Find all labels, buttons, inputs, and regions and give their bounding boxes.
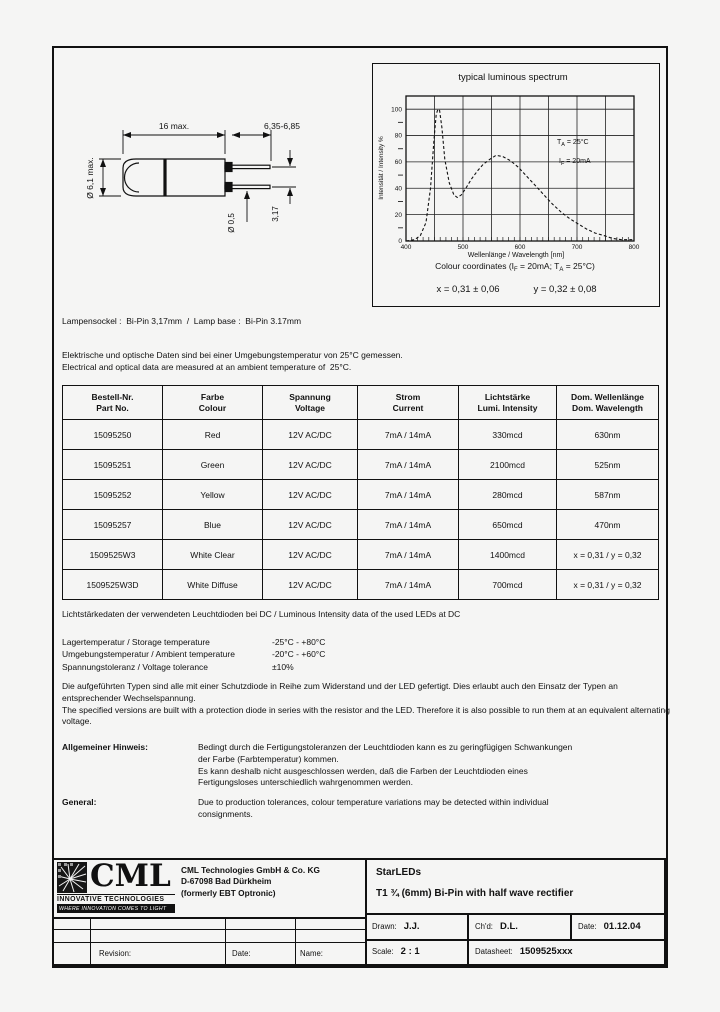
table-cell: Red <box>163 420 263 450</box>
dim-pins-label: 6,35-6,85 <box>264 121 300 131</box>
table-cell: 7mA / 14mA <box>358 540 459 570</box>
scale-label: Scale: <box>372 947 394 956</box>
table-cell: Blue <box>163 510 263 540</box>
x-axis-title: Wellenlänge / Wavelength [nm] <box>467 252 565 259</box>
plot-area <box>391 96 640 251</box>
table-cell: 7mA / 14mA <box>358 420 459 450</box>
header-current: Strom Current <box>358 386 459 420</box>
tick-label: 800 <box>628 244 640 251</box>
condition-value: -25°C - +80°C <box>272 637 326 647</box>
general-text: Due to production tolerances, colour temperature variations may be detected within individual consignments. <box>198 797 549 819</box>
table-row <box>63 540 659 570</box>
chart-title: typical luminous spectrum <box>458 72 568 83</box>
date-label: Date: <box>578 921 597 931</box>
datasheet-field <box>475 939 573 964</box>
table-cell: 15095251 <box>63 450 163 480</box>
measured-note-en: Electrical and optical data are measured at an ambient temperature of 25°C. <box>62 362 352 372</box>
condition-label: Umgebungstemperatur / Ambient temperature <box>62 649 235 660</box>
table-cell: x = 0,31 / y = 0,32 <box>557 570 659 600</box>
conditions-list <box>62 636 325 673</box>
date-value: 01.12.04 <box>603 920 641 932</box>
header-voltage: Spannung Voltage <box>263 386 358 420</box>
tick-label: 500 <box>457 244 469 251</box>
table-cell: Yellow <box>163 480 263 510</box>
drawn-field <box>372 913 420 939</box>
measured-note-de: Elektrische und optische Daten sind bei einer Umgebungstemperatur von 25°C gemessen. <box>62 350 403 360</box>
tick-label: 700 <box>571 244 583 251</box>
dim-length-label: 16 max. <box>158 121 190 131</box>
tick-label: 20 <box>394 211 402 219</box>
datasheet-value: 1509525xxx <box>519 946 573 957</box>
table-cell: 1509525W3 <box>63 540 163 570</box>
table-cell: 12V AC/DC <box>263 540 358 570</box>
table-cell: 2100mcd <box>459 450 557 480</box>
annotation-if: $I_F = 20mA$ <box>559 158 591 167</box>
table-cell: 15095250 <box>63 420 163 450</box>
table-cell: 330mcd <box>459 420 557 450</box>
company-city: D-67098 Bad Dürkheim <box>181 876 272 887</box>
table-header-row <box>63 386 659 420</box>
table-cell: 7mA / 14mA <box>358 450 459 480</box>
hint-text <box>198 742 586 789</box>
lamp-drawing <box>50 92 350 262</box>
protection-note <box>62 681 670 728</box>
logo-cml-text: CML <box>90 858 171 894</box>
table-cell: 15095252 <box>63 480 163 510</box>
table-cell: 587nm <box>557 480 659 510</box>
revision-label: Revision: <box>99 949 132 958</box>
dim-pin-diameter-label: Ø 0,5 <box>227 213 236 233</box>
product-series: StarLEDs <box>376 867 422 878</box>
table-row <box>63 480 659 510</box>
header-wavelength: Dom. Wellenlänge Dom. Wavelength <box>557 386 659 420</box>
spectrum-chart-box <box>372 63 660 307</box>
y-axis-title: Intensität / Intensity % <box>378 136 385 200</box>
tick-label: 60 <box>394 159 402 167</box>
table-cell: 630nm <box>557 420 659 450</box>
table-cell: 7mA / 14mA <box>358 480 459 510</box>
general-label: General: <box>62 797 97 807</box>
company-former: (formerly EBT Optronic) <box>181 887 276 898</box>
table-cell: 650mcd <box>459 510 557 540</box>
table-cell: 470nm <box>557 510 659 540</box>
tick-label: 40 <box>394 185 402 193</box>
table-cell: 12V AC/DC <box>263 510 358 540</box>
table-row <box>63 570 659 600</box>
checked-value: D.L. <box>499 920 518 932</box>
condition-label: Lagertemperatur / Storage temperature <box>62 637 210 647</box>
date-field <box>578 913 641 939</box>
table-cell: 12V AC/DC <box>263 420 358 450</box>
drawn-value: J.J. <box>403 920 420 932</box>
hint-text-1: Bedingt durch die Fertigungstoleranzen der Leuchtdioden kann es zu geringfügigen Schwankungen der Farbe (Farbtemperatur) kommen. <box>198 742 573 764</box>
table-cell: 15095257 <box>63 510 163 540</box>
table-cell: 12V AC/DC <box>263 450 358 480</box>
coord-y-value: y = 0,32 ± 0,08 <box>533 284 597 295</box>
header-intensity: Lichtstärke Lumi. Intensity <box>459 386 557 420</box>
checked-label: Ch'd: <box>475 921 493 931</box>
hint-text-2: Es kann deshalb nicht ausgeschlossen werden, daß die Farben der Leuchtdioden eines Fertigungsloses unterschiedlich wahrgenommen werden. <box>198 765 528 788</box>
condition-row <box>62 636 325 648</box>
table-row <box>63 420 659 450</box>
table-cell: 12V AC/DC <box>263 480 358 510</box>
led-dome <box>125 163 140 192</box>
hint-label: Allgemeiner Hinweis: <box>62 742 148 752</box>
table-cell: 700mcd <box>459 570 557 600</box>
checked-field <box>475 913 518 939</box>
parts-table <box>62 385 659 600</box>
tick-label: 80 <box>394 132 402 140</box>
product-title: T1 ¾ (6mm) Bi-Pin with half wave rectifier <box>376 888 574 899</box>
table-cell: 1509525W3D <box>63 570 163 600</box>
dim-pin-spacing-label: 3,17 <box>271 206 280 222</box>
table-cell: 7mA / 14mA <box>358 570 459 600</box>
header-colour: Farbe Colour <box>163 386 263 420</box>
condition-value: -20°C - +60°C <box>272 649 326 660</box>
company-info <box>181 865 320 899</box>
lumi-dc-note: Lichtstärkedaten der verwendeten Leuchtdioden bei DC / Luminous Intensity data of the used LEDs at DC <box>62 609 461 619</box>
table-row <box>63 450 659 480</box>
drawn-label: Drawn: <box>372 921 397 931</box>
table-row <box>63 510 659 540</box>
logo-strip: WHERE INNOVATION COMES TO LIGHT <box>57 904 175 913</box>
table-cell: 7mA / 14mA <box>358 510 459 540</box>
datasheet-label: Datasheet: <box>475 947 513 956</box>
title-block <box>52 858 666 966</box>
condition-row <box>62 661 325 673</box>
condition-row <box>62 648 325 660</box>
spectrum-chart <box>373 64 656 303</box>
scale-value: 2 : 1 <box>400 946 420 957</box>
annotation-ta: $T_A = 25^\circ C$ <box>557 139 589 148</box>
cml-logo <box>57 858 175 913</box>
dimension-lines <box>99 130 296 222</box>
tick-label: 100 <box>391 106 402 114</box>
condition-label: Spannungstoleranz / Voltage tolerance <box>62 661 209 672</box>
table-cell: 12V AC/DC <box>263 570 358 600</box>
header-part-no: Bestell-Nr. Part No. <box>63 386 163 420</box>
table-cell: 1400mcd <box>459 540 557 570</box>
table-cell: 280mcd <box>459 480 557 510</box>
tick-label: 600 <box>514 244 526 251</box>
revision-name-label: Name: <box>300 949 323 958</box>
tick-label: 400 <box>400 244 412 251</box>
protection-note-en: The specified versions are built with a protection diode in series with the resistor and the LED. Therefore it is also possible to run them at an equivalent alternating voltage. <box>62 704 670 727</box>
lamp-base-line: Lampensockel : Bi-Pin 3,17mm / Lamp base : Bi-Pin 3.17mm <box>62 316 302 326</box>
table-cell: x = 0,31 / y = 0,32 <box>557 540 659 570</box>
table-cell: White Diffuse <box>163 570 263 600</box>
dim-diameter-label: Ø 6,1 max. <box>85 157 95 199</box>
starburst-icon <box>57 862 87 893</box>
table-cell: Green <box>163 450 263 480</box>
coord-x-value: x = 0,31 ± 0,06 <box>436 284 500 295</box>
tick-label: 0 <box>398 238 402 246</box>
logo-tagline: INNOVATIVE TECHNOLOGIES <box>57 894 175 903</box>
revision-date-label: Date: <box>232 949 251 958</box>
table-cell: 525nm <box>557 450 659 480</box>
lamp-outline <box>123 159 270 196</box>
scale-field <box>372 939 420 964</box>
condition-value: ±10% <box>272 661 294 672</box>
protection-note-de: Die aufgeführten Typen sind alle mit einer Schutzdiode in Reihe zum Widerstand und der LED gefertigt. Dies erlaubt auch den Einsatz der Typen an entsprechender Wechselspannung. <box>62 681 618 703</box>
colour-coordinates-label: Colour coordinates ($I_F = 20mA$; $T_A = 25^\circ C$) <box>435 261 595 273</box>
table-cell: White Clear <box>163 540 263 570</box>
company-name: CML Technologies GmbH & Co. KG <box>181 865 320 875</box>
